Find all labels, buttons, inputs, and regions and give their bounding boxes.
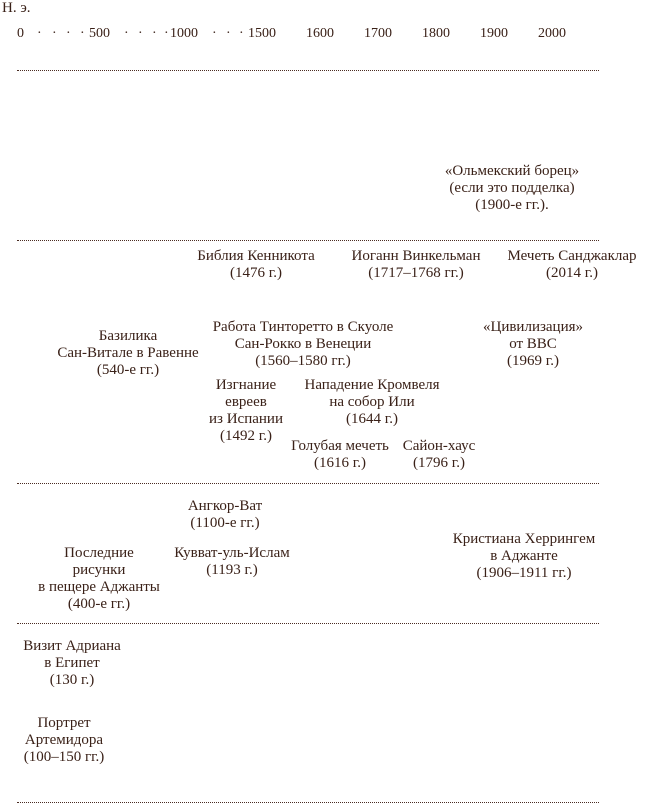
entry-line: Кристиана Херрингем bbox=[452, 531, 596, 547]
entry-line: (1796 г.) bbox=[413, 455, 465, 471]
entry-line: (1717–1768 гг.) bbox=[368, 265, 464, 281]
entry-line: в Аджанте bbox=[490, 548, 558, 564]
entry-line: (400-е гг.) bbox=[67, 596, 131, 612]
entry-line: Артемидора bbox=[24, 732, 104, 748]
axis-dot: · bbox=[212, 26, 217, 41]
axis-dot: · bbox=[152, 26, 157, 41]
entry-line: Сан-Витале в Равенне bbox=[57, 345, 199, 361]
axis-tick-0: 0 bbox=[17, 26, 24, 41]
entry-line: (1906–1911 гг.) bbox=[476, 565, 572, 581]
entry-line: Голубая мечеть bbox=[291, 438, 389, 454]
axis-dot: · bbox=[138, 26, 143, 41]
axis-tick-1800: 1800 bbox=[422, 26, 450, 41]
entry-olmec-wrestler bbox=[445, 163, 579, 214]
entry-tintoretto bbox=[213, 319, 394, 370]
entry-quwwat-ul-islam bbox=[174, 545, 289, 579]
axis-dot: · bbox=[66, 26, 71, 41]
entry-line: (2014 г.) bbox=[546, 265, 598, 281]
axis-tick-1600: 1600 bbox=[306, 26, 334, 41]
dotted-divider bbox=[17, 483, 599, 484]
axis-tick-1900: 1900 bbox=[480, 26, 508, 41]
axis-tick-1700: 1700 bbox=[364, 26, 392, 41]
entry-line: (1644 г.) bbox=[346, 411, 398, 427]
entry-line: Сайон-хаус bbox=[402, 438, 476, 454]
entry-line: рисунки bbox=[72, 562, 126, 578]
entry-line: Кувват-уль-Ислам bbox=[174, 545, 290, 561]
axis-tick-1000: 1000 bbox=[170, 26, 198, 41]
entry-line: (1100-е гг.) bbox=[190, 515, 260, 531]
era-label: Н. э. bbox=[2, 0, 31, 16]
dotted-divider bbox=[17, 240, 599, 241]
entry-line: Портрет bbox=[37, 715, 91, 731]
axis-dot: · bbox=[239, 26, 244, 41]
entry-kennicott-bible bbox=[197, 248, 314, 282]
entry-line: Последние bbox=[64, 545, 134, 561]
entry-line: (1900-е гг.). bbox=[475, 197, 549, 213]
entry-hadrian-egypt bbox=[23, 638, 121, 689]
entry-line: (если это подделка) bbox=[449, 180, 575, 196]
entry-line: Изгнание bbox=[215, 377, 277, 393]
entry-herringham-ajanta bbox=[453, 531, 596, 582]
axis-dot: · bbox=[37, 26, 42, 41]
entry-sancaklar-mosque bbox=[507, 248, 636, 282]
axis-dot: · bbox=[124, 26, 129, 41]
entry-line: (1560–1580 гг.) bbox=[255, 353, 351, 369]
entry-line: на собор Или bbox=[329, 394, 415, 410]
entry-line: (1492 г.) bbox=[220, 428, 272, 444]
entry-line: из Испании bbox=[209, 411, 283, 427]
dotted-divider bbox=[17, 70, 599, 71]
entry-line: Базилика bbox=[98, 328, 158, 344]
entry-line: (1476 г.) bbox=[230, 265, 282, 281]
entry-line: Библия Кенникота bbox=[197, 248, 315, 264]
entry-line: Работа Тинторетто в Скуоле bbox=[212, 319, 394, 335]
axis-dot: · bbox=[80, 26, 85, 41]
entry-line: (1616 г.) bbox=[314, 455, 366, 471]
entry-line: Мечеть Санджаклар bbox=[507, 248, 637, 264]
entry-line: (100–150 гг.) bbox=[23, 749, 105, 765]
entry-line: (1193 г.) bbox=[206, 562, 258, 578]
entry-line: «Цивилизация» bbox=[482, 319, 584, 335]
axis-tick-500: 500 bbox=[89, 26, 110, 41]
entry-expulsion-jews bbox=[209, 377, 283, 445]
axis-dot: · bbox=[52, 26, 57, 41]
entry-civilisation-bbc bbox=[483, 319, 583, 370]
entry-angkor-wat bbox=[188, 498, 262, 532]
dotted-divider bbox=[17, 623, 599, 624]
entry-ajanta-last-drawings bbox=[38, 545, 160, 613]
entry-san-vitale bbox=[57, 328, 198, 379]
axis-tick-1500: 1500 bbox=[248, 26, 276, 41]
entry-artemidorus-portrait bbox=[24, 715, 105, 766]
entry-cromwell-ely bbox=[305, 377, 440, 428]
entry-line: «Ольмекский борец» bbox=[444, 163, 580, 179]
entry-line: Иоганн Винкельман bbox=[351, 248, 481, 264]
entry-line: в пещере Аджанты bbox=[38, 579, 160, 595]
entry-syon-house bbox=[403, 438, 476, 472]
entry-line: Сан-Рокко в Венеции bbox=[234, 336, 372, 352]
dotted-divider bbox=[17, 802, 599, 803]
axis-tick-2000: 2000 bbox=[538, 26, 566, 41]
entry-line: в Египет bbox=[44, 655, 100, 671]
entry-line: евреев bbox=[225, 394, 267, 410]
entry-line: (1969 г.) bbox=[507, 353, 559, 369]
entry-line: Нападение Кромвеля bbox=[304, 377, 440, 393]
axis-dot: · bbox=[164, 26, 169, 41]
entry-blue-mosque bbox=[291, 438, 389, 472]
entry-line: Визит Адриана bbox=[23, 638, 121, 654]
entry-line: Ангкор-Ват bbox=[187, 498, 263, 514]
entry-winckelmann bbox=[352, 248, 481, 282]
entry-line: (540-е гг.) bbox=[96, 362, 160, 378]
entry-line: от BBC bbox=[509, 336, 557, 352]
axis-dot: · bbox=[226, 26, 231, 41]
entry-line: (130 г.) bbox=[49, 672, 95, 688]
